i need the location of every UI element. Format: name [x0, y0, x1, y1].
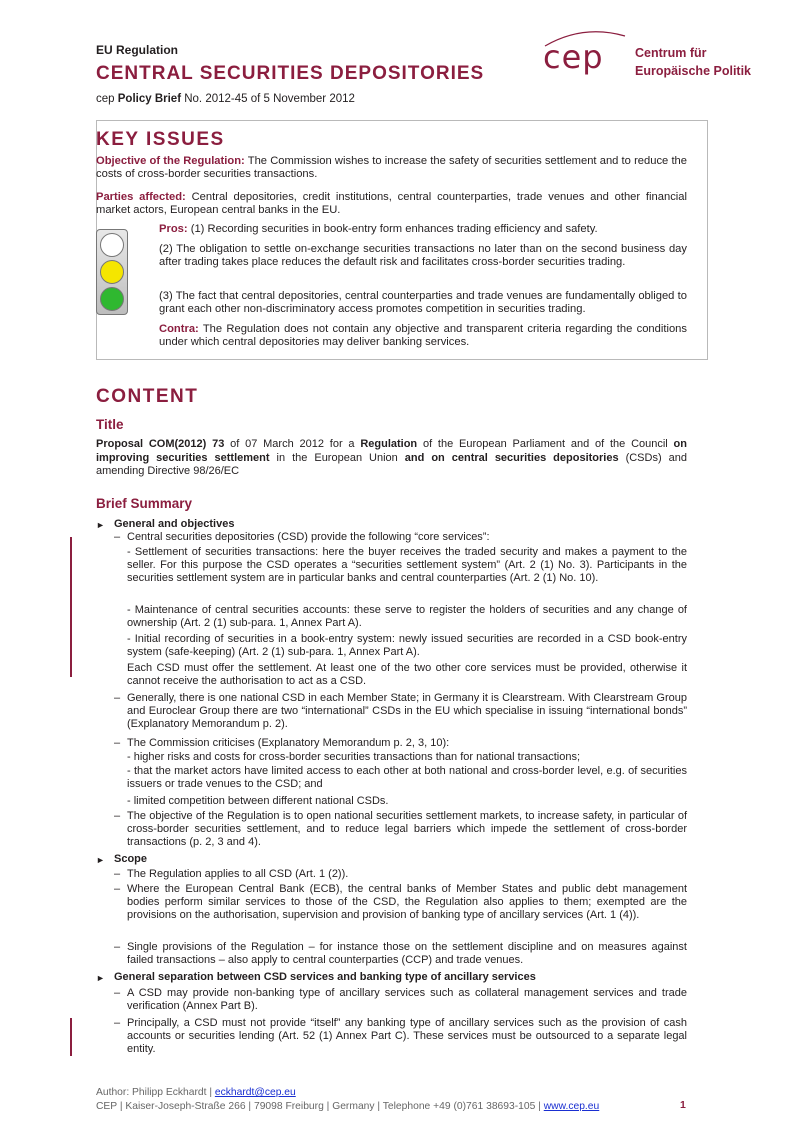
title-text-1: of 07 March 2012 for a	[224, 438, 361, 450]
document-title: CENTRAL SECURITIES DEPOSITORIES	[96, 63, 485, 84]
parties-text: Central depositories, credit institutions, central counterparties, trade venues and other financial market actors, European central banks in the EU.	[96, 191, 687, 217]
footer-author-prefix: Author: Philipp Eckhardt |	[96, 1087, 215, 1098]
title-bold-3: on improving securities settlement	[96, 438, 687, 464]
s1-criticism-a: - higher risks and costs for cross-border securities transactions than for national transactions;	[127, 751, 581, 763]
dash: –	[114, 941, 121, 953]
s1-dash-4: The objective of the Regulation is to open national securities settlement markets, to increase safety, in particular of cross-border securities settlement, and to reduce legal barriers which impede the settlement of cross-border transactions (p. 2, 3 and 4).	[127, 810, 687, 848]
contra	[159, 323, 687, 349]
section-scope-heading: Scope	[114, 853, 148, 865]
s1-core-recording: - Initial recording of securities in a book-entry system: newly issued securities are recorded in a CSD book-entry system (safe-keeping) (Art. 2 (1) sub-para. 1, Annex Part A).	[127, 633, 687, 658]
s1-criticism-b: - that the market actors have limited access to each other at both national and cross-border level, e.g. of securities issuers or trade venues to the CSD; and	[127, 765, 687, 790]
traffic-light-yellow-icon	[100, 260, 124, 284]
title-text-4: (CSDs) and amending Directive 98/26/EC	[96, 451, 687, 477]
dash: –	[114, 692, 121, 704]
traffic-light-green-icon	[100, 287, 124, 311]
title-paragraph	[96, 438, 687, 479]
dash: –	[114, 868, 121, 880]
dash: –	[114, 737, 121, 749]
parties-lead: Parties affected:	[96, 191, 186, 203]
org-line-2: Europäische Politik	[635, 64, 752, 78]
s3-dash-2: Principally, a CSD must not provide “itself” any banking type of ancillary services such as the provision of cash accounts or securities lending (Art. 52 (1) Annex Part C). These services must be outsourced to a separate legal entity.	[127, 1017, 687, 1055]
s2-dash-3: Single provisions of the Regulation – for instance those on the settlement discipline and on measures against failed transactions – also apply to central counterparties (CCP) and trade venues.	[127, 941, 687, 966]
title-bold-4: and on central securities depositories	[404, 451, 619, 464]
brief-summary-heading: Brief Summary	[96, 496, 193, 511]
pros-1	[159, 223, 687, 236]
author-email-link[interactable]: eckhardt@cep.eu	[214, 1087, 296, 1098]
pros-3: (3) The fact that central depositories, central counterparties and trade venues are fundamentally obliged to grant each other non-discriminatory access promotes competition in securities trading.	[159, 290, 687, 316]
title-heading: Title	[96, 417, 124, 432]
s1-dash-2: Generally, there is one national CSD in each Member State; in Germany it is Clearstream. With Clearstream Group and Euroclear Group there are two “international” CSDs in the EU which specialise in issuing “international bonds” (Explanatory Memorandum p. 2).	[127, 692, 687, 730]
brief-prefix: cep	[96, 93, 118, 105]
title-text-3: in the European Union	[269, 451, 405, 464]
change-marker-bar	[70, 537, 72, 677]
dash: –	[114, 883, 121, 895]
brief-bold: Policy Brief	[117, 93, 182, 105]
s2-dash-2: Where the European Central Bank (ECB), the central banks of Member States and public debt management bodies perform similar services to those of the CSD, the Regulation also applies to them; exempted are the provisions on the authorisation, supervision and provision of banking type of ancillary services (Art. 1 (4)).	[127, 883, 687, 921]
footer-author	[96, 1086, 599, 1100]
page-number: 1	[680, 1099, 686, 1111]
dash: –	[114, 1017, 121, 1029]
bullet-triangle-icon: ►	[96, 520, 105, 530]
objective-paragraph	[96, 155, 687, 181]
s1-dash-1: Central securities depositories (CSD) provide the following “core services”:	[127, 531, 490, 543]
bullet-triangle-icon: ►	[96, 973, 105, 983]
s1-core-settlement: - Settlement of securities transactions: here the buyer receives the traded security and makes a payment to the seller. For this purpose the CSD operates a “securities settlement system” (Art. 2 (1) No. 3). Participants in the securities settlement system are in particular banks and central counterparties (Art. 2 (1) No. 10).	[127, 546, 687, 584]
contra-text: The Regulation does not contain any objective and transparent criteria regarding the conditions under which central depositories may deliver banking services.	[159, 323, 687, 349]
traffic-light-white-icon	[100, 233, 124, 257]
s1-core-accounts: - Maintenance of central securities accounts: these serve to register the holders of securities and any change of ownership (Art. 2 (1) sub-para. 1, Annex Part A).	[127, 604, 687, 629]
objective-text: The Commission wishes to increase the safety of securities settlement and to reduce the costs of cross-border securities transactions.	[96, 155, 687, 181]
s1-criticism-c: - limited competition between different national CSDs.	[127, 795, 389, 807]
footer-address-text: CEP | Kaiser-Joseph-Straße 266 | 79098 Freiburg | Germany | Telephone +49 (0)761 38693-105 |	[96, 1101, 544, 1112]
parties-paragraph	[96, 191, 687, 217]
traffic-light-icon	[96, 229, 128, 315]
title-bold-2: Regulation	[360, 438, 418, 450]
organization-name	[635, 44, 751, 80]
document-kicker: EU Regulation	[96, 43, 179, 57]
footer-address	[96, 1100, 599, 1114]
dash: –	[114, 810, 121, 822]
section-general-heading: General and objectives	[114, 518, 235, 530]
footer	[96, 1086, 599, 1114]
title-bold-1: Proposal COM(2012) 73	[96, 438, 225, 450]
pros-1-text: (1) Recording securities in book-entry form enhances trading efficiency and safety.	[187, 223, 598, 235]
pros-2: (2) The obligation to settle on-exchange securities transactions no later than on the second business day after trading takes place reduces the default risk and facilitates cross-border securities trading.	[159, 243, 687, 269]
content-heading: CONTENT	[96, 386, 199, 407]
dash: –	[114, 531, 121, 543]
brief-rest: No. 2012-45 of 5 November 2012	[181, 93, 355, 105]
s1-dash-3: The Commission criticises (Explanatory Memorandum p. 2, 3, 10):	[127, 737, 450, 749]
s1-core-tail: Each CSD must offer the settlement. At least one of the two other core services must be provided, otherwise it cannot receive the authorisation to act as a CSD.	[127, 662, 687, 687]
s2-dash-1: The Regulation applies to all CSD (Art. 1 (2)).	[127, 868, 349, 880]
contra-lead: Contra:	[159, 323, 199, 335]
key-issues-heading: KEY ISSUES	[96, 129, 225, 150]
cep-logo: cep	[543, 38, 604, 76]
objective-lead: Objective of the Regulation:	[96, 155, 245, 167]
section-separation-heading: General separation between CSD services and banking type of ancillary services	[114, 971, 536, 983]
change-marker-bar	[70, 1018, 72, 1056]
pros-lead: Pros:	[159, 223, 188, 235]
org-line-1: Centrum für	[635, 46, 707, 60]
bullet-triangle-icon: ►	[96, 855, 105, 865]
dash: –	[114, 987, 121, 999]
website-link[interactable]: www.cep.eu	[543, 1101, 600, 1112]
policy-brief-line	[96, 93, 355, 105]
title-text-2: of the European Parliament and of the Council	[417, 438, 674, 450]
s3-dash-1: A CSD may provide non-banking type of ancillary services such as collateral management services and trade verification (Annex Part B).	[127, 987, 687, 1012]
